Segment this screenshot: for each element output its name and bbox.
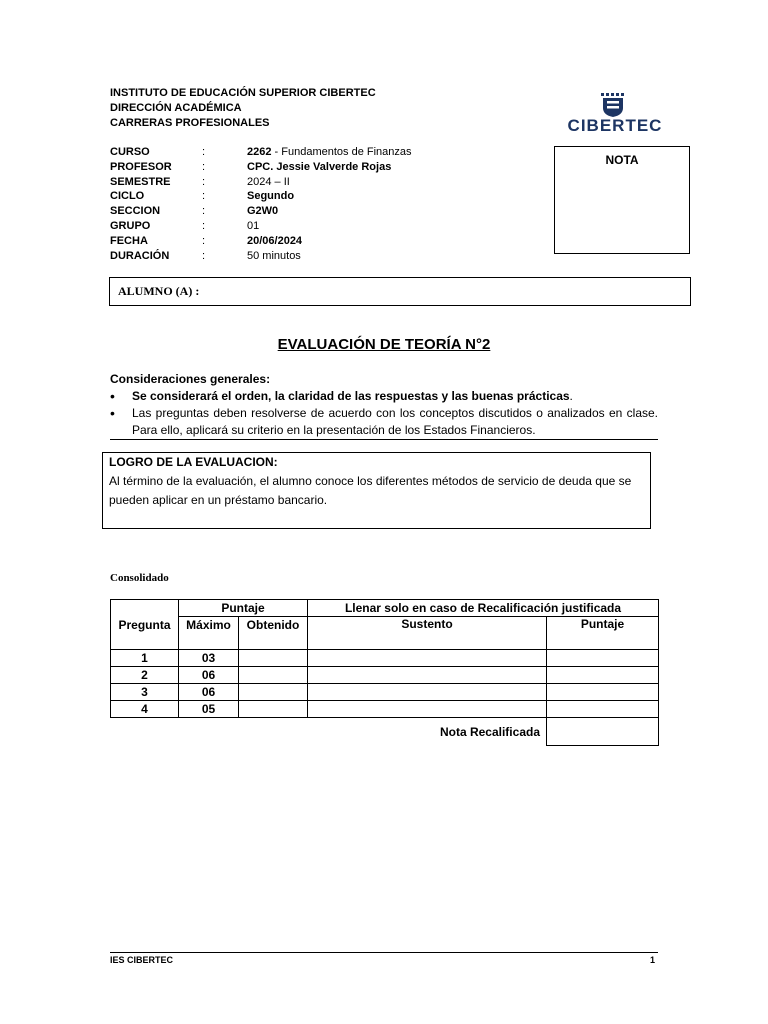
info-key: CICLO [110, 190, 145, 203]
consideration-text: Las preguntas deben resolverse de acuerdo con los conceptos discutidos o analizados en clase. Para ello, aplicará su criterio en la presentación de los Estados Financieros. [132, 406, 658, 437]
info-colon: : [202, 146, 206, 158]
header-puntaje: Puntaje [179, 600, 308, 617]
course-name: - Fundamentos de Finanzas [271, 146, 412, 158]
info-row-semestre [110, 175, 412, 190]
evaluation-goal-box [102, 452, 651, 529]
info-row-ciclo [110, 189, 412, 204]
shield-icon [566, 90, 666, 118]
sustento-cell[interactable] [308, 650, 547, 667]
info-key: CURSO [110, 146, 150, 158]
info-colon: : [202, 219, 206, 232]
info-value: CPC. Jessie Valverde Rojas [247, 160, 392, 173]
max-score: 05 [179, 701, 239, 718]
grade-label: NOTA [605, 153, 639, 167]
cibertec-logo [566, 90, 666, 136]
header-puntaje-recalif: Puntaje [547, 617, 659, 650]
consideration-text-bold: Se considerará el orden, la claridad de las respuestas y las buenas prácticas [132, 389, 570, 403]
info-value: 01 [247, 219, 260, 232]
info-row-grupo [110, 219, 412, 234]
info-value: 2024 – II [247, 175, 290, 188]
header-sustento: Sustento [308, 617, 547, 650]
question-number: 1 [111, 650, 179, 667]
question-number: 4 [111, 701, 179, 718]
question-number: 3 [111, 684, 179, 701]
max-score: 06 [179, 684, 239, 701]
institute-name: INSTITUTO DE EDUCACIÓN SUPERIOR CIBERTEC [110, 87, 376, 99]
program-name: CARRERAS PROFESIONALES [110, 117, 270, 129]
info-value: Segundo [247, 190, 295, 203]
info-value: G2W0 [247, 205, 279, 218]
goal-text: Al término de la evaluación, el alumno conoce los diferentes métodos de servicio de deuda que se pueden aplicar en un préstamo bancario. [109, 474, 632, 507]
table-row [111, 701, 659, 718]
table-row [111, 650, 659, 667]
recalif-score-cell[interactable] [547, 667, 659, 684]
course-code: 2262 [247, 146, 272, 158]
grade-box[interactable] [554, 146, 690, 254]
obtained-score-cell[interactable] [239, 684, 308, 701]
student-name-field[interactable] [109, 277, 691, 306]
consideration-item [132, 405, 658, 439]
info-row-duracion [110, 249, 412, 264]
consideration-item [132, 388, 658, 405]
footer-divider [110, 952, 658, 953]
info-key: SEMESTRE [110, 175, 171, 188]
student-label: ALUMNO (A) : [118, 284, 200, 298]
info-row-curso [110, 145, 412, 160]
header-maximo: Máximo [179, 617, 239, 650]
info-key: FECHA [110, 234, 148, 247]
general-considerations [110, 371, 658, 439]
goal-heading: LOGRO DE LA EVALUACION: [109, 455, 278, 469]
obtained-score-cell[interactable] [239, 701, 308, 718]
recalif-score-cell[interactable] [547, 684, 659, 701]
table-row [111, 667, 659, 684]
consideration-period: . [569, 389, 573, 403]
table-row [111, 684, 659, 701]
page-title: EVALUACIÓN DE TEORÍA N°2 [277, 336, 491, 353]
info-colon: : [202, 249, 206, 262]
logo-text: CIBERTEC [567, 116, 663, 135]
max-score: 06 [179, 667, 239, 684]
nota-recalificada-label: Nota Recalificada [111, 718, 547, 746]
info-key: GRUPO [110, 219, 151, 232]
obtained-score-cell[interactable] [239, 650, 308, 667]
info-key: PROFESOR [110, 160, 172, 173]
considerations-heading: Consideraciones generales: [110, 372, 271, 386]
sustento-cell[interactable] [308, 684, 547, 701]
info-row-seccion [110, 204, 412, 219]
consolidado-label: Consolidado [110, 572, 169, 584]
info-row-fecha [110, 234, 412, 249]
recalif-score-cell[interactable] [547, 701, 659, 718]
header-recalificacion: Llenar solo en caso de Recalificación justificada [308, 600, 659, 617]
department-name: DIRECCIÓN ACADÉMICA [110, 102, 242, 114]
info-value: 20/06/2024 [247, 234, 303, 247]
recalif-score-cell[interactable] [547, 650, 659, 667]
info-value [247, 145, 412, 160]
info-key: SECCION [110, 205, 161, 218]
sustento-cell[interactable] [308, 701, 547, 718]
info-row-profesor [110, 160, 412, 175]
divider [110, 439, 658, 440]
info-colon: : [202, 175, 206, 188]
info-colon: : [202, 160, 206, 173]
max-score: 03 [179, 650, 239, 667]
info-colon: : [202, 190, 206, 203]
score-table [110, 599, 659, 746]
footer-left: IES CIBERTEC [110, 955, 174, 965]
info-key: DURACIÓN [110, 249, 170, 262]
page-number: 1 [650, 955, 656, 965]
info-colon: : [202, 205, 206, 218]
header-obtenido: Obtenido [239, 617, 308, 650]
question-number: 2 [111, 667, 179, 684]
course-info [110, 145, 412, 263]
obtained-score-cell[interactable] [239, 667, 308, 684]
info-value: 50 minutos [247, 249, 301, 262]
nota-recalificada-cell[interactable] [547, 718, 659, 746]
sustento-cell[interactable] [308, 667, 547, 684]
header-pregunta: Pregunta [111, 600, 179, 650]
info-colon: : [202, 234, 206, 247]
